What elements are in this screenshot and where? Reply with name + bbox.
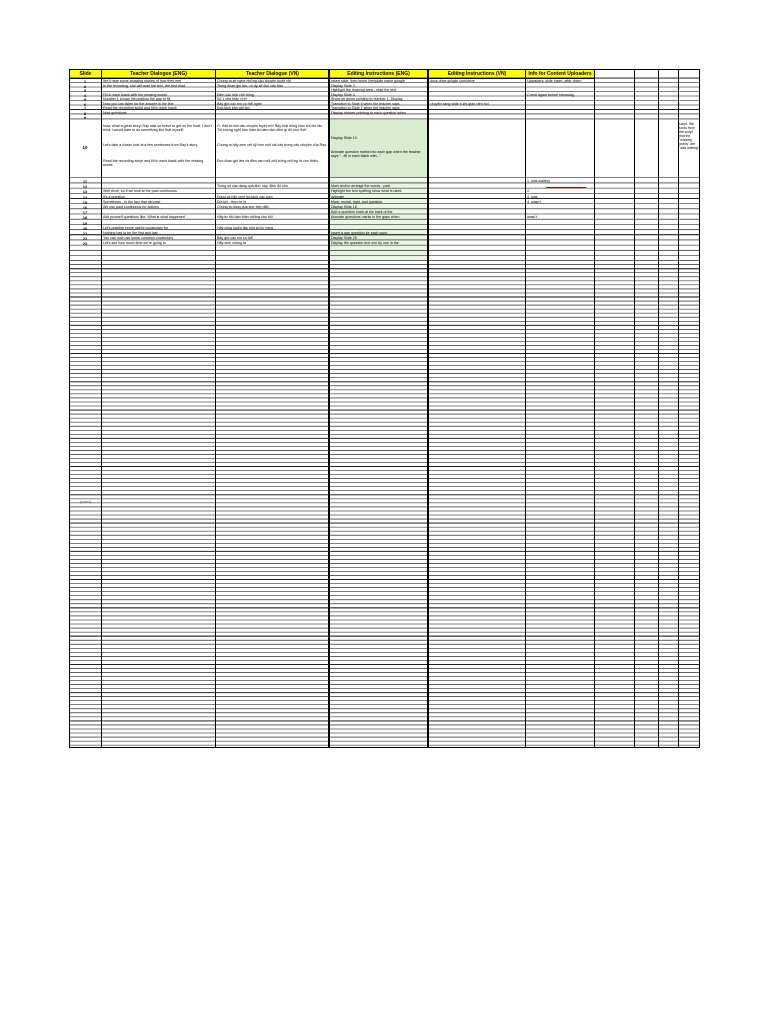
lower-cell-t-vn: Hãy xem chúng ta bbox=[217, 241, 246, 246]
cell-e-en: Transition to Slide 6 when the teacher says bbox=[331, 101, 400, 106]
lower-cell-t-vn: Trong số các dạng quá khứ này, điều đó cho bbox=[217, 184, 288, 189]
lower-row-number: 19 bbox=[82, 220, 88, 226]
lower-row-number: 17 bbox=[82, 210, 88, 216]
main-info-side: script. We know from the script that the "missing words" are "was waiting" bbox=[679, 122, 699, 150]
lower-row-number: 13 bbox=[82, 189, 88, 195]
cell-e-vn: chuyển sang slide 6 khi giáo viên nói bbox=[430, 101, 489, 106]
cell-t-en: Number 1 shows his position the gap to fill bbox=[103, 97, 171, 101]
header-content: Info for Content Uploaders bbox=[526, 70, 594, 79]
cell-t-en: Read the recording script and fill in each blank bbox=[103, 106, 177, 110]
lower-cell-t-en: Nothing has to be the first and last bbox=[103, 231, 158, 235]
lower-row-number: 14 bbox=[82, 194, 88, 200]
main-teacher-en-1: Now, what a great story! Ray was so brave to get on the boat. I don't think I would dare to do something like that myself! bbox=[103, 124, 212, 132]
lower-cell-e-en: Highlight the text spelling show what is used bbox=[331, 189, 402, 194]
row-number: 8 bbox=[83, 110, 87, 116]
cell-t-vn: Chúng ta sẽ nghe những câu chuyện tuyệt vời bbox=[217, 79, 291, 83]
main-teacher-en-2: Let's take a closer look at a few sentences from Ray's story. bbox=[103, 143, 198, 147]
left-note: (notes) bbox=[80, 500, 92, 504]
lower-cell-t-vn: Chúng ta dùng quá khứ tiếp diễn bbox=[217, 205, 270, 209]
cell-e-en: Transition to Slide 7 when the teacher says bbox=[331, 106, 400, 110]
cell-e-en: Show an arrow pointing to number 1. Display bbox=[331, 97, 403, 101]
lower-row-number: 11 bbox=[82, 179, 88, 184]
lower-cell-info: 4. wasn't bbox=[527, 199, 542, 204]
header-slide: Slide bbox=[70, 70, 101, 79]
main-teacher-en-3: Read the recording script and fill in each blank with the missing words. bbox=[103, 159, 204, 167]
lower-cell-e-en: Animate bbox=[331, 194, 345, 199]
cell-info: Check again before releasing bbox=[527, 92, 574, 97]
cell-t-vn: Bây giờ các em có thể nghe bbox=[217, 101, 262, 106]
header-teacher-vn: Teacher Dialogue (VN) bbox=[216, 70, 329, 79]
cell-t-vn: Điền vào mỗi chỗ trống bbox=[217, 92, 254, 97]
lower-cell-t-vn: Hãy cùng luyện tập một số từ vựng bbox=[217, 225, 274, 230]
cell-e-en: Insert slide, then insert (template name google bbox=[331, 79, 405, 83]
cell-t-en: Fill in each blank with the missing words bbox=[103, 92, 167, 97]
lower-cell-t-en: Sometimes - in the fact that did past bbox=[103, 199, 161, 204]
lower-cell-t-vn: Đúng và hãy xem lại cách các cụm bbox=[217, 194, 273, 199]
lower-cell-e-en: Mark and/or arrange the words - past bbox=[331, 184, 391, 189]
cell-e-en: Display Slide 3 bbox=[331, 83, 355, 88]
lower-row-number: 21 bbox=[82, 231, 88, 236]
lower-row-number: 22 bbox=[82, 236, 88, 242]
lower-cell-t-en: We use past continuous for actions bbox=[103, 205, 159, 209]
lower-cell-e-en: Insert a gap question for each word bbox=[331, 231, 388, 235]
lower-row-number: 16 bbox=[82, 205, 88, 210]
main-edit-en-1: Display Slide 10. bbox=[331, 136, 358, 140]
row-number: 7 bbox=[83, 106, 87, 111]
cell-info: Uploaders: slide insert, after video bbox=[527, 79, 582, 83]
lower-row-number: 20 bbox=[82, 225, 88, 231]
header-teacher-en: Teacher Dialogue (ENG) bbox=[102, 70, 215, 79]
header-edit-en: Editing Instructions (ENG) bbox=[330, 70, 427, 79]
cell-e-en: Highlight the learning area - read the text bbox=[331, 88, 397, 92]
row-number: 3 bbox=[83, 88, 87, 93]
cell-t-en: Now questions bbox=[103, 110, 127, 115]
red-underline bbox=[546, 187, 586, 188]
lower-cell-info: wasn't bbox=[527, 215, 538, 220]
cell-e-vn: docs.drive.google.com/drive bbox=[430, 79, 475, 83]
main-row-number: 10 bbox=[82, 145, 88, 150]
lower-cell-t-vn: Bây giờ các em có thể bbox=[217, 236, 253, 241]
row-number: 6 bbox=[83, 101, 87, 107]
row-number: 2 bbox=[83, 83, 87, 89]
grid-lines bbox=[70, 70, 699, 747]
cell-t-vn: Đọc kịch bản ghi âm bbox=[217, 106, 250, 110]
cell-t-en: In the recording, she will read the text. We first read bbox=[103, 83, 186, 88]
header-edit-vn: Editing Instructions (VN) bbox=[429, 70, 525, 79]
cell-t-vn: Trong đoạn ghi âm, cô ấy sẽ đọc văn bản bbox=[217, 83, 283, 88]
cell-e-en: Display Slide 4 bbox=[331, 92, 355, 97]
lower-cell-e-en: Display the question text one by one in the bbox=[331, 241, 399, 246]
lower-row-number: 23 bbox=[82, 241, 88, 247]
lower-row-number: 18 bbox=[82, 215, 88, 221]
main-teacher-vn-2: Chúng ta hãy xem xét kỹ hơn một vài câu trong câu chuyện của Ray. bbox=[217, 143, 327, 147]
cell-t-en: We'll hear some amazing stories of how they met bbox=[103, 79, 182, 83]
lower-cell-t-vn: Đôi khi - thực tế là bbox=[217, 199, 247, 204]
lower-cell-info: 3. was bbox=[527, 194, 538, 199]
lower-cell-e-en: Mark, reveal, right, and question bbox=[331, 199, 383, 204]
lower-cell-t-en: Let's see how much time we're going to bbox=[103, 241, 166, 246]
main-teacher-vn-1: Ô, thật là một câu chuyện tuyệt vời! Ray thật dũng cảm khi lên tàu. Tôi không nghĩ bản thân tôi dám làm điều gì đó như thế! bbox=[217, 124, 324, 132]
spreadsheet bbox=[69, 69, 700, 748]
lower-row-number: 12 bbox=[82, 184, 88, 190]
lower-cell-info: 1. was waiting bbox=[527, 179, 550, 183]
lower-cell-info: 2. bbox=[527, 189, 530, 194]
lower-cell-t-en: It's a question bbox=[103, 194, 126, 199]
row-number: 9 bbox=[83, 115, 87, 120]
row-number: 5 bbox=[83, 97, 87, 102]
row-number: 4 bbox=[83, 92, 87, 98]
lower-cell-e-en: Display Slide 16 bbox=[331, 205, 357, 209]
lower-cell-t-en: Let's practise some useful vocabulary for bbox=[103, 225, 169, 230]
row-number: 1 bbox=[83, 79, 87, 84]
main-teacher-vn-3: Đọc đoạn ghi âm và điền vào mỗi chỗ trống những từ còn thiếu. bbox=[217, 159, 319, 163]
cell-t-en: Now you can listen for the answer in the text bbox=[103, 101, 174, 106]
lower-cell-t-vn: Hãy tự hỏi bản thân những câu hỏi bbox=[217, 215, 273, 220]
lower-cell-t-en: You can now use some common vocabulary bbox=[103, 236, 174, 241]
lower-cell-e-en: Add a question mark at the back of the bbox=[331, 210, 393, 215]
cell-t-vn: Số 1 cho thấy vị trí bbox=[217, 97, 247, 101]
cell-e-en: Display answer pointing to each question when bbox=[331, 110, 406, 115]
lower-row-number: 15 bbox=[82, 199, 88, 205]
lower-cell-t-en: Well done, so if we look at the past continuous bbox=[103, 189, 177, 194]
lower-cell-e-en: Animate questions marks in the gaps when bbox=[331, 215, 400, 220]
main-edit-en-2: Animate question marks into each gap when the teacher says "...fill in each blank with..." bbox=[331, 150, 421, 158]
lower-cell-e-en: Display Slide 25 bbox=[331, 236, 357, 241]
lower-cell-t-en: Ask yourself questions like: What is what happened bbox=[103, 215, 185, 220]
